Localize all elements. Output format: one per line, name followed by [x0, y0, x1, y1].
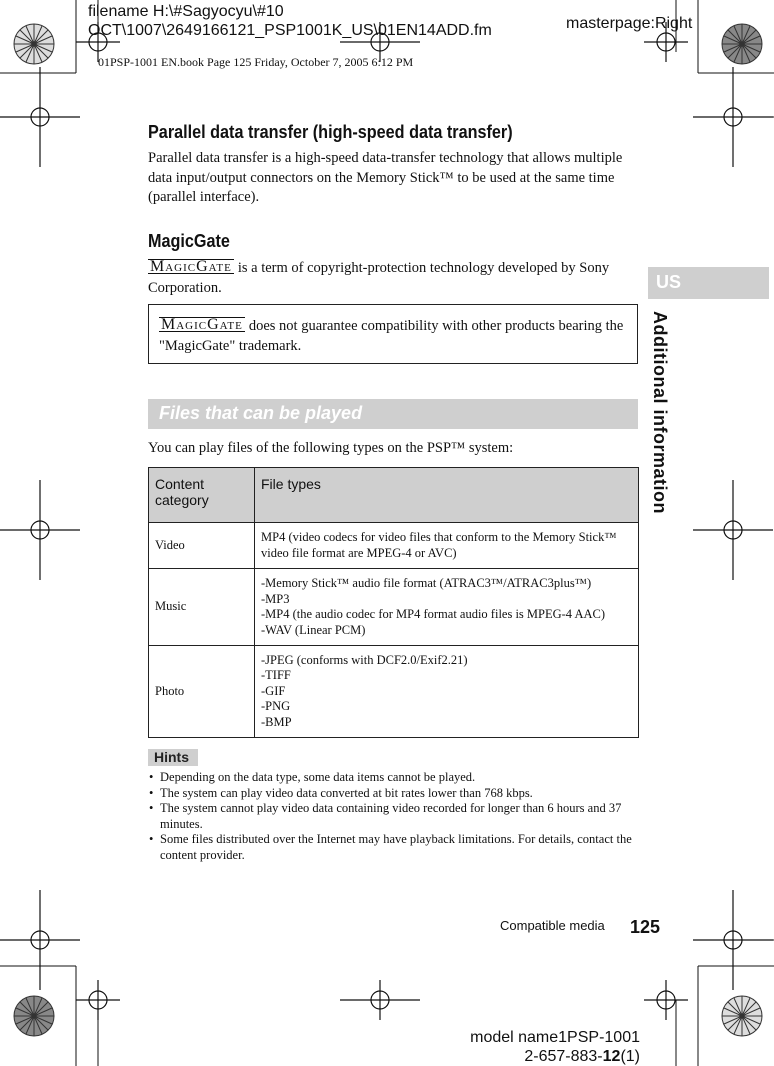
header-file-types: File types — [255, 468, 639, 523]
magicgate-paragraph — [148, 258, 640, 298]
magicgate-heading: MagicGate — [148, 231, 230, 251]
row-category: Music — [149, 569, 255, 646]
hints-label: Hints — [154, 749, 189, 765]
magicgate-logo-note: MagicGate — [161, 316, 243, 333]
table-row — [149, 646, 639, 738]
parallel-text: Parallel data transfer is a high-speed data-transfer technology that allows multiple data input/output connectors on the Memory Stick™ to be used at the same time (parallel interface). — [148, 150, 623, 205]
file-type-line: -PNG — [261, 699, 291, 714]
header-filename: filename H:\#Sagyocyu\#10 OCT\1007\2649166121_PSP1001K_US\01EN14ADD.fm — [88, 3, 492, 39]
model-name: model name1PSP-1001 — [470, 1029, 640, 1046]
model-code: 2-657-883-12(1) — [524, 1048, 640, 1065]
list-item: • Some files distributed over the Internet may have playback limitations. For details, contact the content provider. — [148, 832, 640, 863]
note-text: does not guarantee compatibility with other products bearing the "MagicGate" trademark. — [159, 318, 624, 354]
table-row — [149, 523, 639, 569]
magicgate-logo: MagicGate — [150, 258, 232, 275]
hints-list — [148, 770, 640, 863]
file-type-line: -JPEG (conforms with DCF2.0/Exif2.21) — [261, 652, 468, 667]
file-types-table — [148, 467, 639, 738]
magicgate-text: is a term of copyright-protection technology developed by Sony Corporation. — [148, 260, 610, 296]
list-item: • The system cannot play video data containing video recorded for longer than 6 hours and 37 minutes. — [148, 801, 640, 832]
file-type-line: -Memory Stick™ audio file format (ATRAC3™/ATRAC3plus™) — [261, 576, 592, 590]
file-type-line: MP4 (video codecs for video files that conform to the Memory Stick™ video file format are MPEG-4 or AVC) — [261, 530, 617, 560]
model-info — [449, 1028, 640, 1066]
row-category: Photo — [149, 646, 255, 738]
row-file-types — [255, 569, 639, 646]
list-item: • Depending on the data type, some data items cannot be played. — [148, 770, 640, 786]
file-type-line: -MP4 (the audio codec for MP4 format audio files is MPEG-4 AAC) — [261, 607, 606, 621]
file-type-line: -GIF — [261, 683, 286, 698]
files-section-title: Files that can be played — [159, 403, 363, 423]
parallel-heading: Parallel data transfer (high-speed data transfer) — [148, 122, 513, 142]
header-book-info: 01PSP-1001 EN.book Page 125 Friday, October 7, 2005 6:12 PM — [98, 55, 414, 69]
row-category: Video — [149, 523, 255, 569]
side-section-title: Additional information — [650, 311, 670, 514]
list-item: • The system can play video data converted at bit rates lower than 768 kbps. — [148, 786, 640, 802]
row-file-types — [255, 646, 639, 738]
file-type-line: -WAV (Linear PCM) — [261, 622, 366, 637]
file-type-line: -TIFF — [261, 668, 291, 683]
files-intro: You can play files of the following types on the PSP™ system: — [148, 440, 514, 456]
table-row — [149, 569, 639, 646]
hints-label-box — [148, 749, 198, 766]
section-heading-bar — [148, 399, 638, 429]
file-type-line: -MP3 — [261, 591, 290, 606]
region-tab — [648, 267, 769, 299]
note-box — [148, 304, 638, 364]
footer-section-name: Compatible media — [500, 918, 605, 933]
row-file-types — [255, 523, 639, 569]
region-label: US — [656, 272, 682, 292]
header-content-category: Content category — [149, 468, 255, 523]
file-type-line: -BMP — [261, 714, 292, 729]
page-number: 125 — [630, 917, 661, 937]
header-masterpage: masterpage:Right — [566, 15, 693, 32]
